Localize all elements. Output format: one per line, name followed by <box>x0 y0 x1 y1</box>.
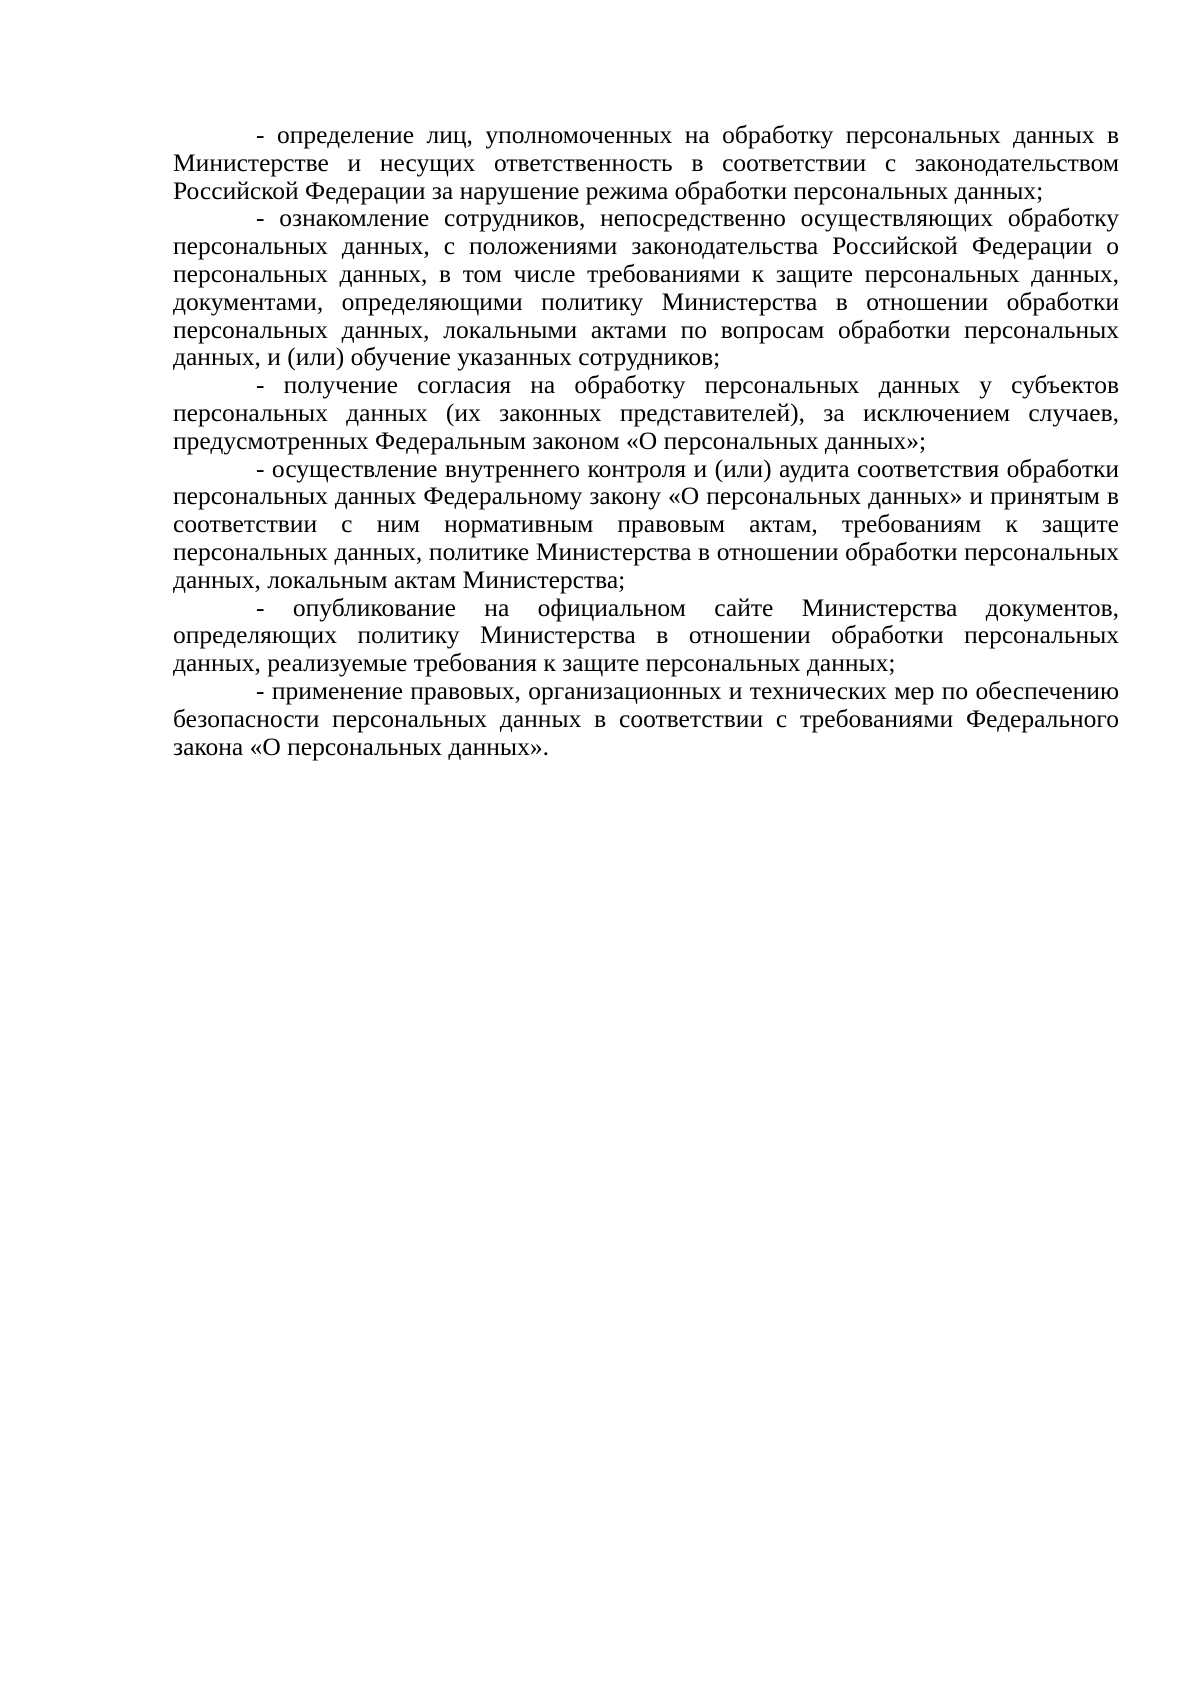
paragraph-publication: - опубликование на официальном сайте Министерства документов, определяющих политику Министерства в отношении обработки персональных данных, реализуемые требования к защите персональных данных; <box>173 592 1119 678</box>
paragraph-staff-familiarization: - ознакомление сотрудников, непосредственно осуществляющих обработку персональных данных, с положениями законодательства Российской Федерации о персональных данных, в том числе требованиями к защите персональных данных, документами, определяющими политику Министерства в отношении обработки персональных данных, локальными актами по вопросам обработки персональных данных, и (или) обучение указанных сотрудников; <box>173 203 1119 372</box>
document-body <box>173 121 1119 760</box>
paragraph-internal-control: - осуществление внутреннего контроля и (или) аудита соответствия обработки персональных данных Федеральному закону «О персональных данных» и принятым в соответствии с ним нормативным правовым актам, требованиям к защите персональных данных, политике Министерства в отношении обработки персональных данных, локальным актам Министерства; <box>173 453 1119 594</box>
paragraph-consent: - получение согласия на обработку персональных данных у субъектов персональных данных (их законных представителей), за исключением случаев, предусмотренных Федеральным законом «О персональных данных»; <box>173 370 1119 455</box>
paragraph-security-measures: - применение правовых, организационных и технических мер по обеспечению безопасности персональных данных в соответствии с требованиями Федерального закона «О персональных данных». <box>173 675 1119 761</box>
paragraph-responsible-persons: - определение лиц, уполномоченных на обработку персональных данных в Министерстве и несущих ответственность в соответствии с законодательством Российской Федерации за нарушение режима обработки персональных данных; <box>173 120 1119 205</box>
